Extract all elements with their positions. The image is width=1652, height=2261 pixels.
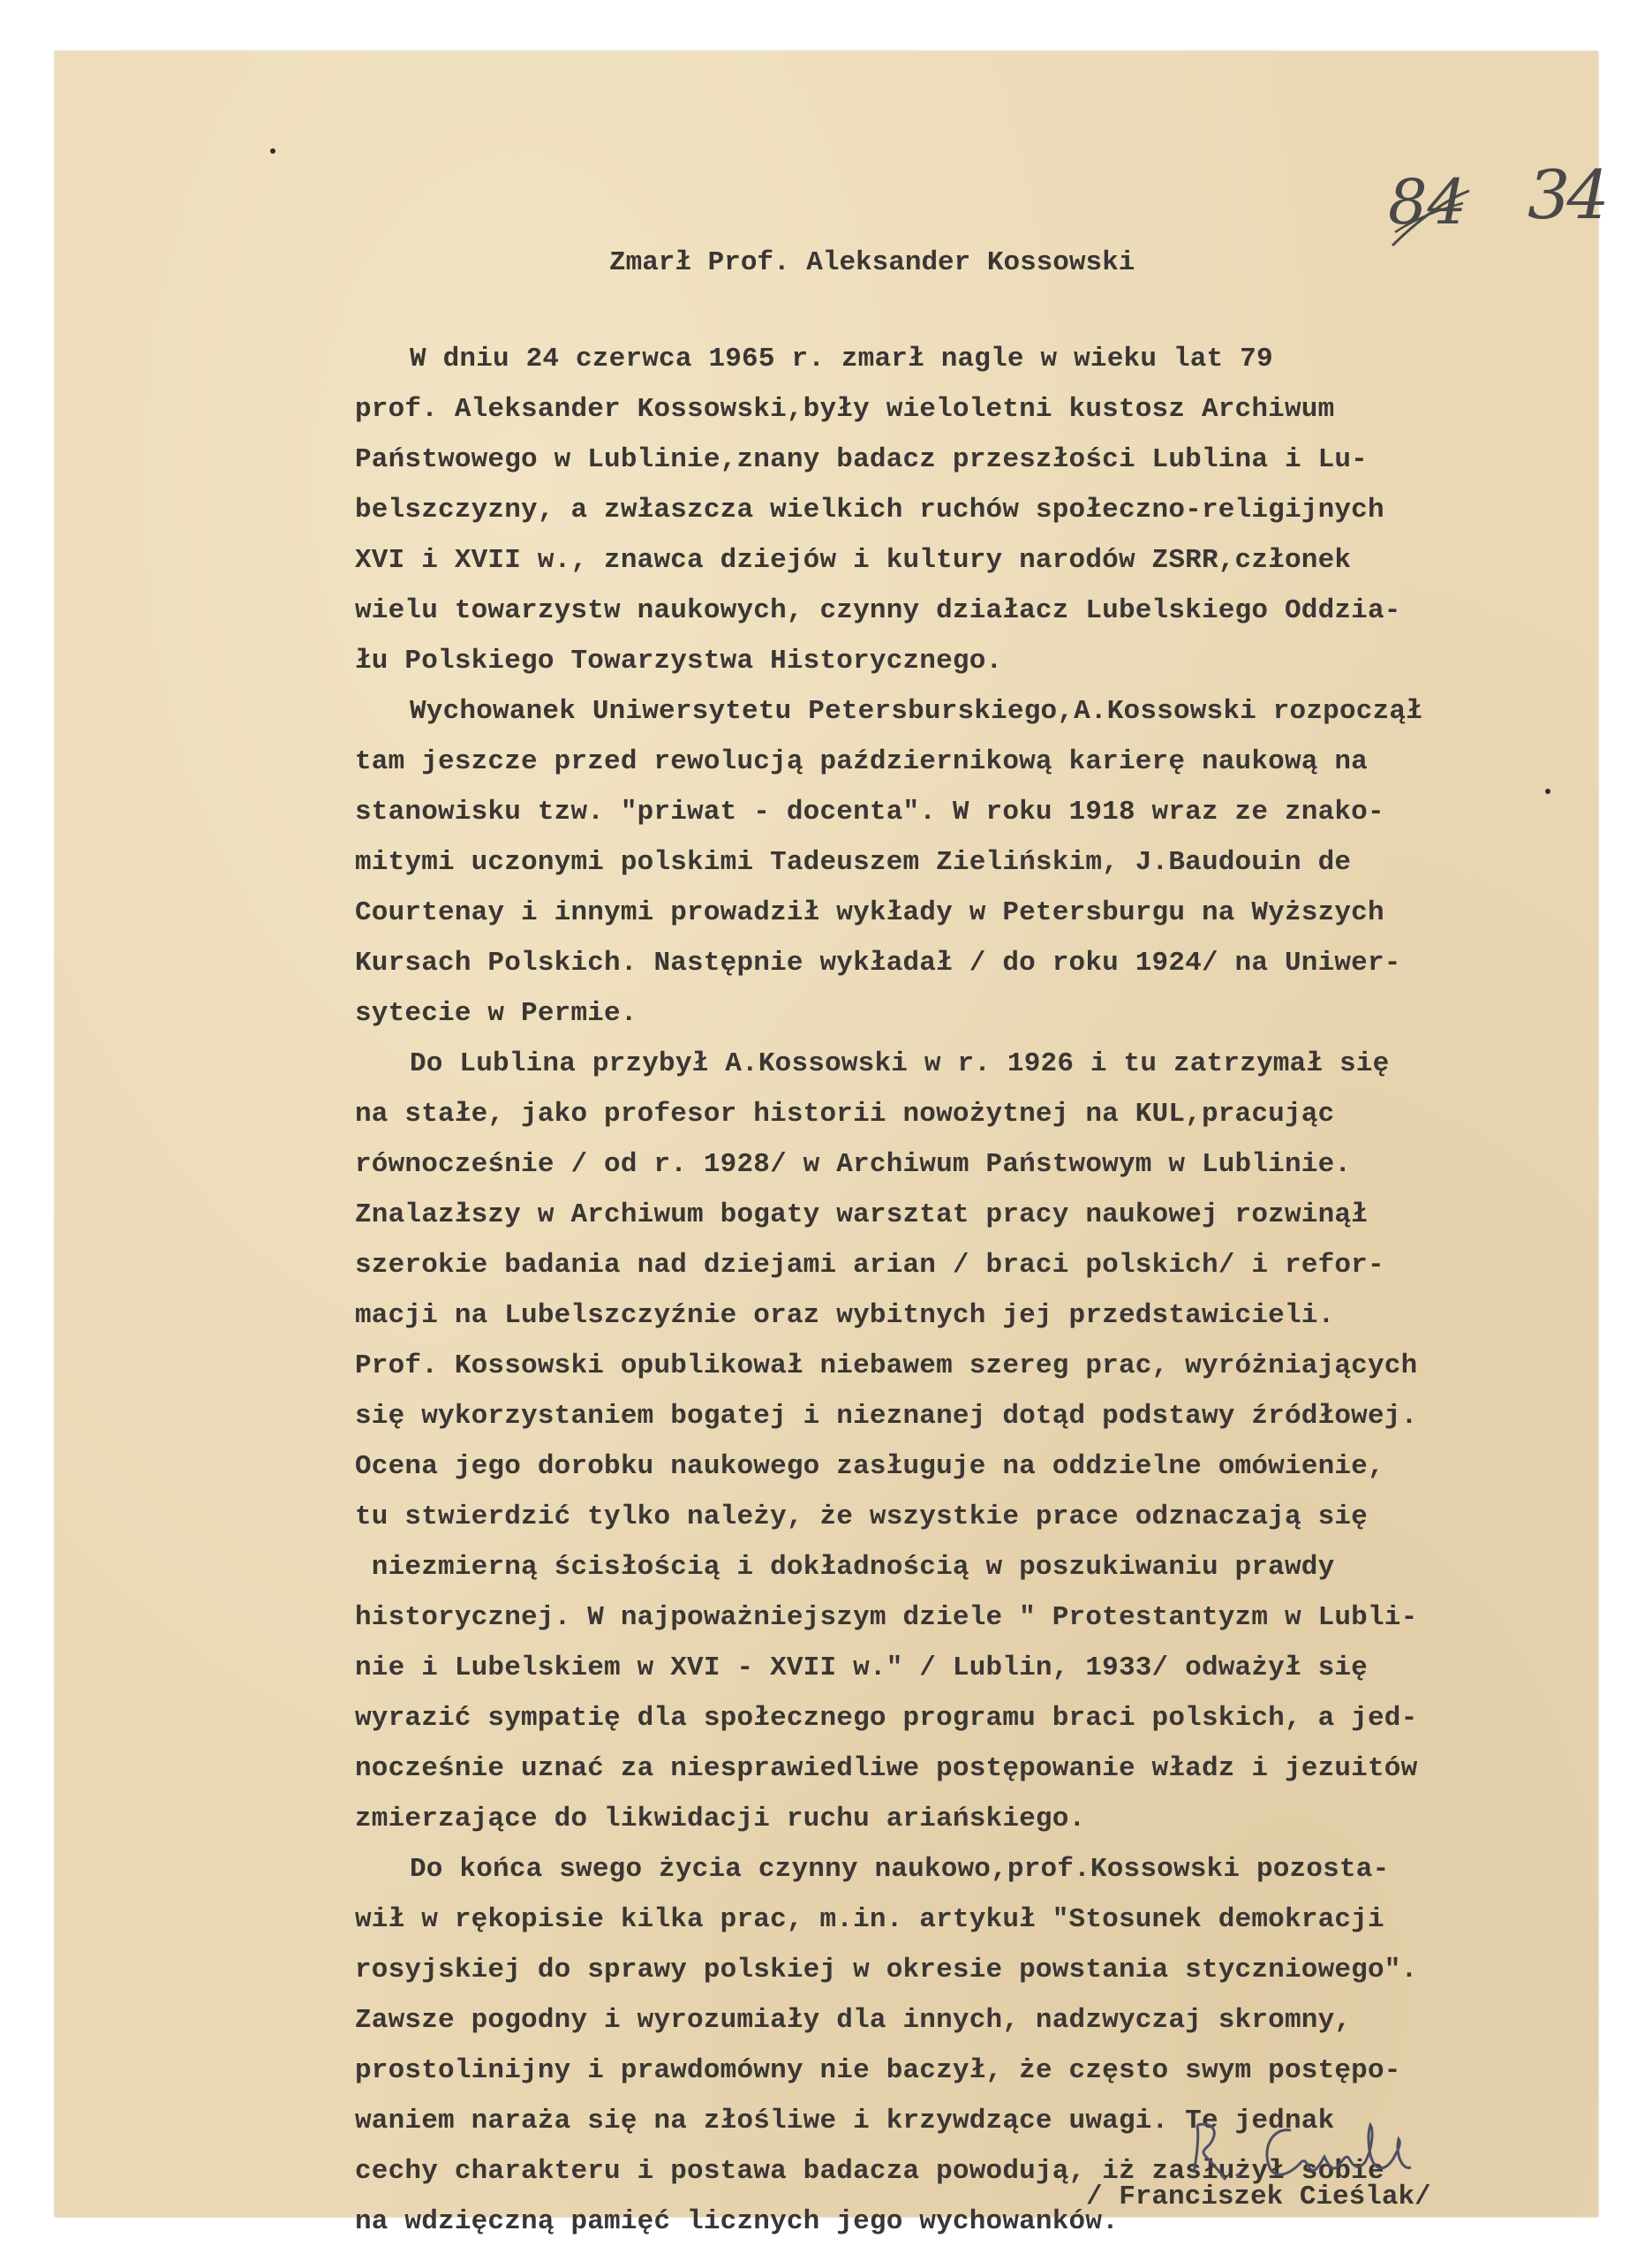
text-line: na wdzięczną pamięć licznych jego wychowanków. [355, 2206, 1119, 2237]
text-line: wielu towarzystw naukowych, czynny działacz Lubelskiego Oddzia- [355, 595, 1401, 626]
text-line: Do Lublina przybył A.Kossowski w r. 1926 i tu zatrzymał się [410, 1048, 1390, 1079]
text-line: Znalazłszy w Archiwum bogaty warsztat pracy naukowej rozwinął [355, 1199, 1368, 1230]
text-line: W dniu 24 czerwca 1965 r. zmarł nagle w wieku lat 79 [410, 344, 1273, 374]
text-line: macji na Lubelszczyźnie oraz wybitnych jej przedstawicieli. [355, 1300, 1335, 1331]
text-line: Kursach Polskich. Następnie wykładał / do roku 1924/ na Uniwer- [355, 948, 1401, 979]
document-title: Zmarł Prof. Aleksander Kossowski [609, 247, 1135, 278]
text-line: tam jeszcze przed rewolucją październikową karierę naukową na [355, 746, 1368, 777]
text-line: Do końca swego życia czynny naukowo,prof.Kossowski pozosta- [410, 1854, 1390, 1885]
folio-strikethrough [1388, 184, 1472, 254]
text-line: Ocena jego dorobku naukowego zasługuje na oddzielne omówienie, [355, 1451, 1384, 1482]
text-line: łu Polskiego Towarzystwa Historycznego. [355, 646, 1003, 677]
document-body [355, 334, 1591, 2247]
handwritten-signature [1185, 2118, 1450, 2189]
text-line: na stałe, jako profesor historii nowożytnej na KUL,pracując [355, 1099, 1335, 1130]
folio-number-struck: 84 [1388, 166, 1467, 238]
text-line: rosyjskiej do sprawy polskiej w okresie powstania styczniowego". [355, 1955, 1418, 1985]
text-line: stanowisku tzw. "priwat - docenta". W roku 1918 wraz ze znako- [355, 797, 1384, 828]
text-line: wił w rękopisie kilka prac, m.in. artykuł "Stosunek demokracji [355, 1904, 1384, 1935]
text-line: Courtenay i innymi prowadził wykłady w Petersburgu na Wyższych [355, 897, 1384, 928]
text-line: XVI i XVII w., znawca dziejów i kultury narodów ZSRR,członek [355, 545, 1352, 576]
text-line: cechy charakteru i postawa badacza powodują, iż zasłużył sobie [355, 2156, 1384, 2187]
text-line: niezmierną ścisłością i dokładnością w poszukiwaniu prawdy [355, 1552, 1335, 1583]
text-line: Prof. Kossowski opublikował niebawem szereg prac, wyróżniających [355, 1350, 1418, 1381]
text-line: mitymi uczonymi polskimi Tadeuszem Zielińskim, J.Baudouin de [355, 847, 1352, 878]
text-line: się wykorzystaniem bogatej i nieznanej dotąd podstawy źródłowej. [355, 1401, 1418, 1432]
paper-mark [270, 148, 275, 154]
text-line: nie i Lubelskiem w XVI - XVII w." / Lublin, 1933/ odważył się [355, 1652, 1368, 1683]
text-line: Wychowanek Uniwersytetu Petersburskiego,A.Kossowski rozpoczął [410, 696, 1422, 727]
text-line: belszczyzny, a zwłaszcza wielkich ruchów społeczno-religijnych [355, 495, 1384, 526]
typed-signature: / Franciszek Cieślak/ [1086, 2182, 1431, 2212]
text-line: Zawsze pogodny i wyrozumiały dla innych, nadzwyczaj skromny, [355, 2005, 1352, 2036]
text-line: waniem naraża się na złośliwe i krzywdzące uwagi. Te jednak [355, 2106, 1335, 2136]
text-line: prof. Aleksander Kossowski,były wieloletni kustosz Archiwum [355, 394, 1335, 425]
text-line: historycznej. W najpoważniejszym dziele " Protestantyzm w Lubli- [355, 1602, 1418, 1633]
folio-number-current: 34 [1528, 155, 1606, 234]
text-line: szerokie badania nad dziejami arian / braci polskich/ i refor- [355, 1250, 1384, 1281]
document-page [55, 51, 1606, 2237]
text-line: nocześnie uznać za niesprawiedliwe postępowanie władz i jezuitów [355, 1753, 1418, 1784]
text-line: zmierzające do likwidacji ruchu ariańskiego. [355, 1804, 1086, 1834]
text-line: równocześnie / od r. 1928/ w Archiwum Państwowym w Lublinie. [355, 1149, 1352, 1180]
text-line: tu stwierdzić tylko należy, że wszystkie prace odznaczają się [355, 1501, 1368, 1532]
text-line: prostolinijny i prawdomówny nie baczył, że często swym postępo- [355, 2055, 1401, 2086]
text-line: Państwowego w Lublinie,znany badacz przeszłości Lublina i Lu- [355, 444, 1368, 475]
text-line: sytecie w Permie. [355, 998, 637, 1029]
text-line: wyrazić sympatię dla społecznego programu braci polskich, a jed- [355, 1703, 1418, 1734]
